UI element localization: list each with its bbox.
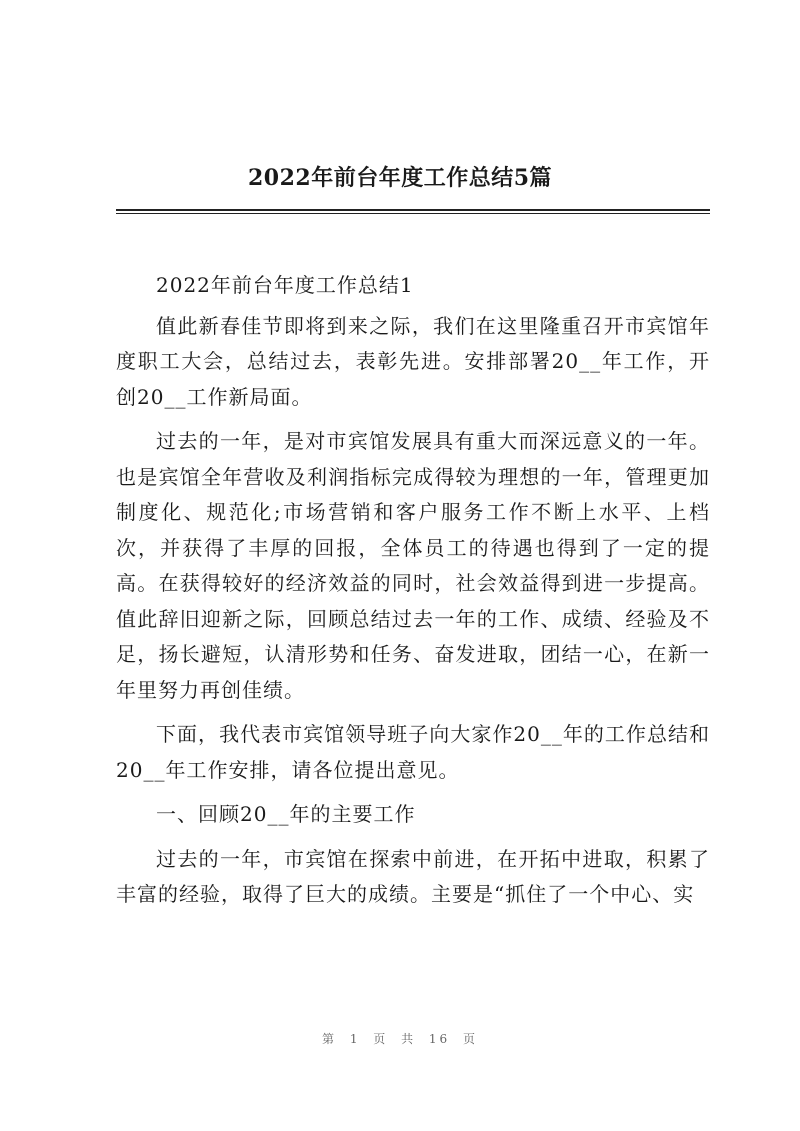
page-number-footer: 第 1 页 共 16 页 — [322, 1032, 478, 1046]
section-heading: 2022年前台年度工作总结1 — [156, 273, 414, 297]
paragraph: 过去的一年，是对市宾馆发展具有重大而深远意义的一年。也是宾馆全年营收及利润指标完成得较为理想的一年，管理更加制度化、规范化;市场营销和客户服务工作不断上水平、上档次，并获得了丰厚的回报，全体员工的待遇也得到了一定的提高。在获得较好的经济效益的同时，社会效益得到进一步提高。值此辞旧迎新之际，回顾总结过去一年的工作、成绩、经验及不足，扬长避短，认清形势和任务、奋发进取，团结一心，在新一年里努力再创佳绩。 — [116, 429, 710, 702]
document-body — [116, 268, 710, 922]
paragraph: 值此新春佳节即将到来之际，我们在这里隆重召开市宾馆年度职工大会，总结过去，表彰先进。安排部署20__年工作，开创20__工作新局面。 — [116, 313, 710, 409]
title-divider — [116, 209, 710, 211]
paragraph: 下面，我代表市宾馆领导班子向大家作20__年的工作总结和20__年工作安排，请各位提出意见。 — [116, 722, 710, 782]
page-title: 2022年前台年度工作总结5篇 — [247, 165, 553, 191]
paragraph: 过去的一年，市宾馆在探索中前进，在开拓中进取，积累了丰富的经验，取得了巨大的成绩。主要是“抓住了一个中心、实 — [116, 846, 710, 906]
paragraph: 一、回顾20__年的主要工作 — [156, 802, 416, 826]
